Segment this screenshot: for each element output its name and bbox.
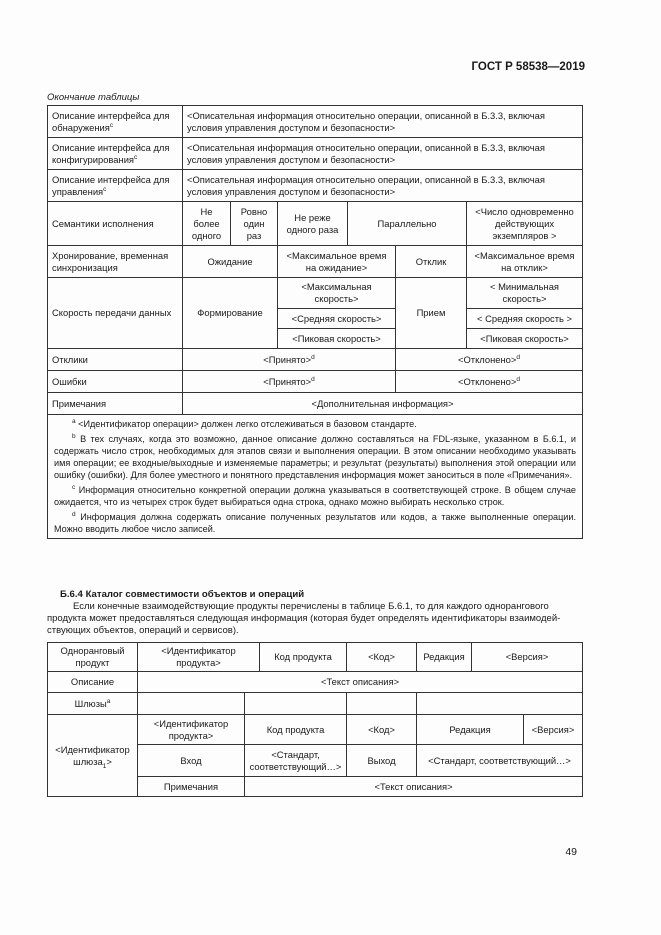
errors-rejected: <Отклонено>$^d$ — [396, 371, 583, 393]
table-row — [48, 138, 583, 170]
code-value: <Код> — [347, 643, 417, 672]
gw-notes-label: Примечания — [138, 777, 245, 797]
speed-forming: Формирование — [183, 278, 278, 349]
timing-response: Отклик — [396, 246, 467, 278]
empty-cell — [245, 693, 347, 715]
speed-avg: <Средняя скорость> — [278, 309, 396, 329]
gw-notes-text: <Текст описания> — [245, 777, 583, 797]
semantics-exactly-once: Ровно один раз — [231, 202, 278, 246]
control-label: Описание интерфейса для управления$^c$ — [48, 170, 183, 202]
table-row — [48, 170, 583, 202]
speed-peak-receive: <Пиковая скорость> — [467, 329, 583, 349]
table-row — [48, 349, 583, 371]
semantics-at-least-once: Не реже одного раза — [278, 202, 348, 246]
product-id: <Идентификатор продукта> — [138, 643, 260, 672]
table-row — [48, 202, 583, 246]
gw-product-id: <Идентификатор продукта> — [138, 715, 245, 745]
gw-code: <Код> — [347, 715, 417, 745]
notes-value: <Дополнительная информация> — [183, 393, 583, 415]
output-label: Выход — [347, 745, 417, 777]
table-row — [48, 371, 583, 393]
control-value: <Описательная информация относительно операции, описанной в Б.3.3, включая условия управления доступом и безопасности> — [183, 170, 583, 202]
empty-cell — [417, 693, 583, 715]
speed-min: < Минимальная скорость> — [467, 278, 583, 309]
timing-max-response: <Максимальное время на отклик> — [467, 246, 583, 278]
semantics-instances: <Число одновременно действующих экземпляров > — [467, 202, 583, 246]
semantics-parallel: Параллельно — [348, 202, 467, 246]
empty-cell — [347, 693, 417, 715]
output-standard: <Стандарт, соответствующий…> — [417, 745, 583, 777]
responses-accepted: <Принято>$^d$ — [183, 349, 396, 371]
table-row — [48, 643, 583, 672]
gw-version: <Версия> — [524, 715, 583, 745]
table-row — [48, 278, 583, 309]
table-row — [48, 672, 583, 693]
footnote-c: $^c$ Информация относительно конкретной операции должна указываться в соответствующей строке. В общем случае ожидается, что из четырех строк будет выбираться одна строка, однако можно выбирать несколько строк. — [54, 483, 576, 507]
input-standard: <Стандарт, соответствующий…> — [245, 745, 347, 777]
gw-product-code: Код продукта — [245, 715, 347, 745]
timing-label: Хронирование, временная синхронизация — [48, 246, 183, 278]
discovery-value: <Описательная информация относительно операции, описанной в Б.3.3, включая условия управления доступом и безопасности> — [183, 106, 583, 138]
discovery-label: Описание интерфейса для обнаружения$^c$ — [48, 106, 183, 138]
semantics-at-most-once: Не более одного — [183, 202, 231, 246]
footnote-d: $^d$ Информация должна содержать описание полученных результатов или кодов, а также выполненные операции. Можно вводить любое число записей. — [54, 510, 576, 534]
speed-peak: <Пиковая скорость> — [278, 329, 396, 349]
gw-revision: Редакция — [417, 715, 524, 745]
table-row — [48, 393, 583, 415]
page-number: 49 — [565, 846, 577, 858]
section-title: Б.6.4 Каталог совместимости объектов и операций — [60, 589, 305, 600]
table-row — [48, 106, 583, 138]
timing-max-wait: <Максимальное время на ожидание> — [278, 246, 396, 278]
gateways-label: Шлюзы$^a$ — [48, 693, 138, 715]
footnote-b: $^b$ В тех случаях, когда это возможно, данное описание должно составляться на FDL-языке, указанном в Б.6.1, и содержать число строк, необходимых для этапов связи и выполнения операции. В этом описании необходимо указывать имя операции; ее входные/выходные и изменяемые параметры; и результат (результаты) выполнения этой операции или ошибку (ошибки). Для более уместного и понятного представления информация может заноситься в поле «Примечания». — [54, 432, 576, 480]
errors-accepted: <Принято>$^d$ — [183, 371, 396, 393]
footnote-a: $^a$ <Идентификатор операции> должен легко отслеживаться в базовом стандарте. — [72, 417, 417, 429]
revision-label: Редакция — [417, 643, 472, 672]
description-label: Описание — [48, 672, 138, 693]
table-caption: Окончание таблицы — [47, 92, 140, 103]
responses-label: Отклики — [48, 349, 183, 371]
empty-cell — [138, 693, 245, 715]
section-paragraph: Если конечные взаимодействующие продукты перечислены в таблице Б.6.1, то для каждого однорангового продукта может предоставляться следующая информация (которая будет определять идентификаторы взаимодей- ствующих объектов, операций и сервисов). — [47, 601, 561, 636]
table-row — [48, 693, 583, 715]
speed-avg-receive: < Средняя скорость > — [467, 309, 583, 329]
timing-waiting: Ожидание — [183, 246, 278, 278]
config-value: <Описательная информация относительно операции, описанной в Б.3.3, включая условия управления доступом и безопасности> — [183, 138, 583, 170]
errors-label: Ошибки — [48, 371, 183, 393]
notes-label: Примечания — [48, 393, 183, 415]
speed-max: <Максимальная скорость> — [278, 278, 396, 309]
peer-product-label: Одноранговый продукт — [48, 643, 138, 672]
table-row — [48, 715, 583, 745]
footnotes — [48, 415, 583, 539]
description-text: <Текст описания> — [138, 672, 583, 693]
config-label: Описание интерфейса для конфигурирования$^c$ — [48, 138, 183, 170]
speed-receiving: Прием — [396, 278, 467, 349]
footnotes-row — [48, 415, 583, 539]
product-code-label: Код продукта — [260, 643, 347, 672]
table-row — [48, 246, 583, 278]
responses-rejected: <Отклонено>$^d$ — [396, 349, 583, 371]
speed-label: Скорость передачи данных — [48, 278, 183, 349]
input-label: Вход — [138, 745, 245, 777]
operations-table — [47, 105, 583, 539]
version-value: <Версия> — [472, 643, 583, 672]
semantics-label: Семантики исполнения — [48, 202, 183, 246]
compatibility-table — [47, 642, 583, 797]
gateway-id-label: <Идентификатор шлюза$_1$> — [48, 715, 138, 797]
standard-header: ГОСТ Р 58538—2019 — [471, 61, 585, 73]
